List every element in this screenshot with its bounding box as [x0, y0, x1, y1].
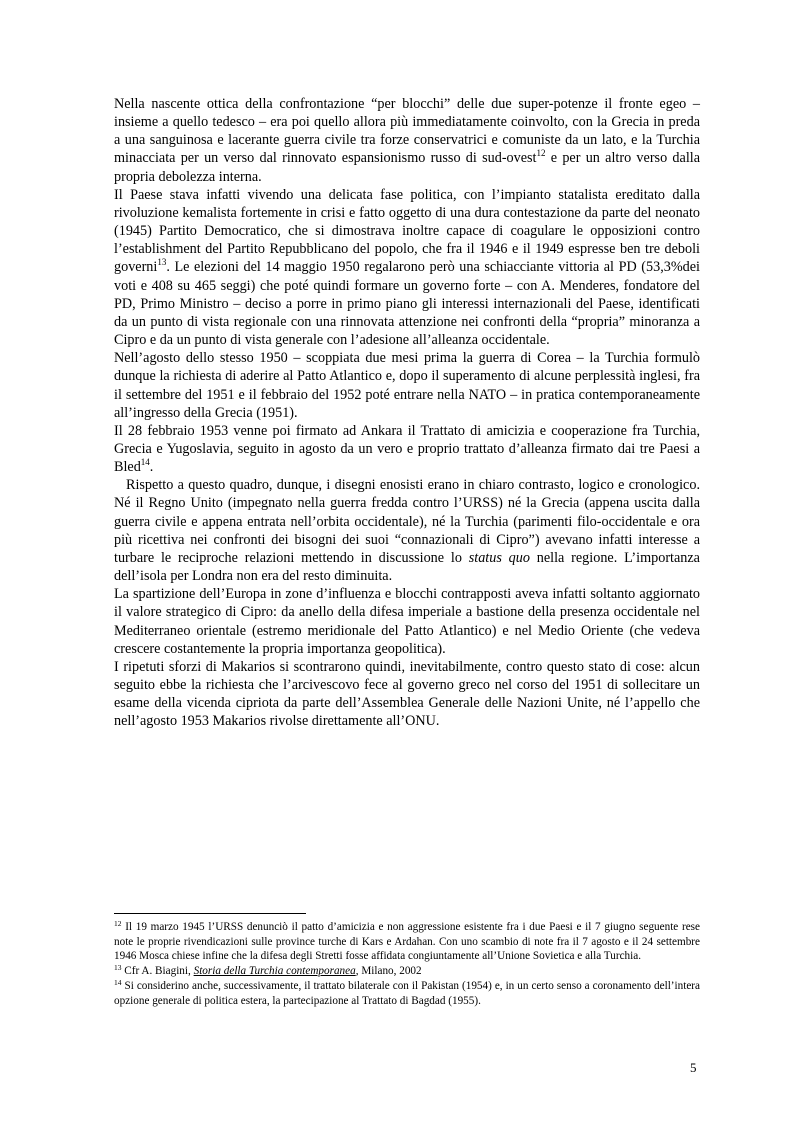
footnote — [114, 964, 700, 979]
paragraph-text: Il Paese stava infatti vivendo una delicata fase politica, con l’impianto statalista ereditato dalla rivoluzione kemalista fortemente in crisi e fatto oggetto di una dura contestazione da parte del neonato (1945) Partito Democratico, che si dimostrava inoltre capace di coagulare le opposizioni contro l’establishment del Partito Repubblicano del popolo, che fra il 1946 e il 1949 espresse ben tre deboli governi — [114, 186, 700, 276]
footnotes — [114, 920, 700, 1008]
footnote-reference: 13 — [157, 257, 167, 268]
paragraph-text: Il 28 febbraio 1953 venne poi firmato ad Ankara il Trattato di amicizia e cooperazione fra Turchia, Grecia e Yugoslavia, seguito in agosto da un vero e proprio trattato d’alleanza firmato dai tre Paesi a Bled — [114, 422, 700, 476]
paragraph — [114, 658, 700, 731]
footnote-text: Cfr A. Biagini, — [121, 965, 194, 978]
footnote — [114, 979, 700, 1008]
paragraph-text: Nella nascente ottica della confrontazione “per blocchi” delle due super-potenze il fronte egeo – insieme a quello tedesco – era poi quello allora più immediatamente coinvolto, con la Grecia in preda a una sanguinosa e lacerante guerra civile tra forze conservatrici e comuniste da un lato, e la Turchia minacciata per un verso dal rinnovato espansionismo russo di sud-ovest — [114, 96, 700, 167]
page-number: 5 — [690, 1060, 697, 1075]
footnote-reference: 12 — [536, 148, 546, 159]
paragraph-text: Rispetto a questo quadro, dunque, i disegni enosisti erano in chiaro contrasto, logico e cronologico. Né il Regno Unito (impegnato nella guerra fredda contro l’URSS) né la Grecia (appena uscita dalla guerra civile e appena entrata nell’orbita occidentale), né la Turchia (parimenti filo-occidentale e ora più ricettiva nei confronti dei bisogni dei suoi “connazionali di Cipro”) avevano infatti interesse a turbare le reciproche relazioni mettendo in discussione lo — [114, 477, 700, 566]
paragraph — [114, 95, 700, 186]
footnote-text: Il 19 marzo 1945 l’URSS denunciò il patto d’amicizia e non aggressione esistente fra i due Paesi e il 7 giugno seguente rese note le proprie rivendicazioni sulle province turche di Kars e Ardahan. Con uno scambio di note fra il 7 agosto e il 24 settembre 1946 Mosca chiese infine che la difesa degli Stretti fosse affidata congiuntamente all’Unione Sovietica e alla Turchia. — [114, 921, 700, 963]
footnote-reference: 14 — [140, 457, 150, 468]
footnote-text: , Milano, 2002 — [355, 965, 422, 978]
footnote-number: 14 — [114, 977, 122, 987]
paragraph — [114, 585, 700, 658]
footnote — [114, 920, 700, 964]
paragraph-text: e per un altro verso dalla propria debolezza interna. — [114, 150, 700, 185]
paragraph — [114, 422, 700, 476]
footnote-number: 13 — [114, 963, 122, 973]
paragraph — [114, 476, 700, 585]
paragraph-text: La spartizione dell’Europa in zone d’influenza e blocchi contrapposti aveva infatti soltanto aggiornato il valore strategico di Cipro: da anello della difesa imperiale a bastione della presenza occidentale nel Mediterraneo orientale (estremo meridionale del Patto Atlantico) e nel Medio Oriente (che vedeva crescere costantemente la propria importanza geopolitica). — [114, 586, 700, 657]
paragraph-text: nella regione. L’importanza dell’isola per Londra non era del resto diminuita. — [114, 549, 700, 585]
body-text — [114, 95, 700, 730]
footnote-text: Si considerino anche, successivamente, il trattato bilaterale con il Pakistan (1954) e, in un certo senso a coronamento dell’intera opzione generale di politica estera, la partecipazione al Trattato di Bagdad (1955). — [114, 979, 700, 1007]
italic-term: status quo — [468, 549, 530, 566]
footnote-number: 12 — [114, 919, 122, 928]
footnote-separator — [114, 913, 306, 914]
paragraph-text: I ripetuti sforzi di Makarios si scontrarono quindi, inevitabilmente, contro questo stato di cose: alcun seguito ebbe la richiesta che l’arcivescovo fece al governo greco nel corso del 1951 di sollecitare un esame della vicenda cipriota da parte dell’Assemblea Generale delle Nazioni Unite, né l’appello che nell’agosto 1953 Makarios rivolse direttamente all’ONU. — [114, 658, 700, 730]
paragraph — [114, 349, 700, 422]
paragraph — [114, 186, 700, 349]
paragraph-text: . — [149, 459, 154, 476]
paragraph-text: Nell’agosto dello stesso 1950 – scoppiata due mesi prima la guerra di Corea – la Turchia formulò dunque la richiesta di aderire al Patto Atlantico e, dopo il superamento di alcune perplessità inglesi, fra il settembre del 1951 e il febbraio del 1952 poté entrare nella NATO – in pratica contemporaneamente all’ingresso della Grecia (1951). — [114, 350, 700, 421]
paragraph-text: . Le elezioni del 14 maggio 1950 regalarono però una schiacciante vittoria al PD (53,3%dei voti e 408 su 465 seggi) che poté quindi formare un governo forte – con A. Menderes, fondatore del PD, Primo Ministro – deciso a porre in primo piano gli interessi internazionali del Paese, identificati da un punto di vista regionale con una rinnovata attenzione nei confronti della “propria” minoranza a Cipro e da un punto di vista generale con l’adesione all’alleanza occidentale. — [114, 259, 700, 349]
book-title: Storia della Turchia contemporanea — [193, 965, 356, 978]
